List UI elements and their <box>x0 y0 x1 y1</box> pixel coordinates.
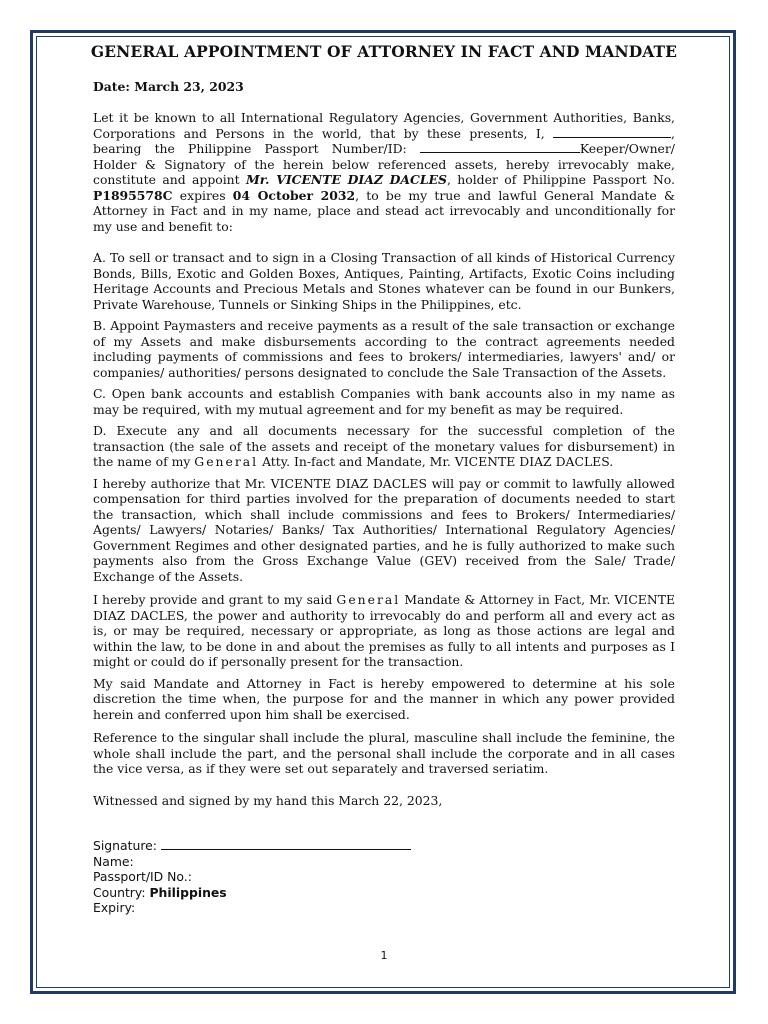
country-field: Country: Philippines <box>93 884 227 900</box>
signature-block <box>93 838 675 916</box>
passport-id-blank <box>420 141 580 153</box>
witness-line: Witnessed and signed by my hand this March 22, 2023, <box>93 792 443 808</box>
signature-line: Signature: <box>93 838 675 854</box>
clause-b: B. Appoint Paymasters and receive payments as a result of the sale transaction or exchange of my Assets and make disbursements according to the contract agreements needed including payments of commissions and fees to brokers/ intermediaries, lawyers' and/ or companies/ authorities/ persons designated to conclude the Sale Transaction of the Assets. <box>93 318 675 380</box>
authorization-paragraph: I hereby authorize that Mr. VICENTE DIAZ DACLES will pay or commit to lawfully allowed compensation for third parties involved for the preparation of documents needed to start the transaction, which shall include commissions and fees to Brokers/ Intermediaries/ Agents/ Lawyers/ Notaries/ Banks/ Tax Authorities/ International Regulatory Agencies/ Government Regimes and other designated parties, and he is fully authorized to make such payments also from the Gross Exchange Value (GEV) received from the Sale/ Trade/ Exchange of the Assets. <box>93 475 675 584</box>
principal-name-blank <box>553 126 671 138</box>
country-value: Philippines <box>149 884 227 900</box>
empowerment-paragraph: My said Mandate and Attorney in Fact is hereby empowered to determine at his sole discretion the time when, the purpose for and the manner in which any power provided herein and conferred upon him shall be exercised. <box>93 675 675 722</box>
intro-paragraph: Let it be known to all International Regulatory Agencies, Government Authorities, Banks, Corporations and Persons in the world, that by these presents, I, , bearing the Philippine Passport Number/ID: Keeper/Owner/ Holder & Signatory of the herein below referenced assets, hereby irrevocably make, constitute and appoint Mr. VICENTE DIAZ DACLES, holder of Philippine Passport No. P1895578C expires 04 October 2032, to be my true and lawful General Mandate & Attorney in Fact and in my name, place and stead act irrevocably and unconditionally for my use and benefit to: <box>93 110 675 234</box>
expiry-field-label: Expiry: <box>93 900 136 915</box>
clause-c: C. Open bank accounts and establish Companies with bank accounts also in my name as may be required, with my mutual agreement and for my benefit as may be required. <box>93 386 675 417</box>
page-number: 1 <box>380 949 388 962</box>
signature-blank <box>161 838 411 850</box>
passport-field-label: Passport/ID No.: <box>93 869 192 884</box>
agent-passport-expiry: 04 October 2032 <box>232 187 356 203</box>
clause-d: D. Execute any and all documents necessary for the successful completion of the transaction (the sale of the assets and receipt of the monetary values for disbursement) in the name of my General Atty. In-fact and Mandate, Mr. VICENTE DIAZ DACLES. <box>93 423 675 469</box>
clause-a: A. To sell or transact and to sign in a Closing Transaction of all kinds of Historical Currency Bonds, Bills, Exotic and Golden Boxes, Antiques, Painting, Artifacts, Exotic Coins including Heritage Accounts and Precious Metals and Stones whatever can be found in our Bunkers, Private Warehouse, Tunnels or Sinking Ships in the Philippines, etc. <box>93 250 675 312</box>
document-body <box>90 40 678 916</box>
document-date: Date: March 23, 2023 <box>93 78 244 94</box>
grant-paragraph: I hereby provide and grant to my said General Mandate & Attorney in Fact, Mr. VICENTE DIAZ DACLES, the power and authority to irrevocably do and perform all and every act as is, or may be required, necessary or appropriate, as long as those actions are legal and within the law, to be done in and about the premises as fully to all intents and purposes as I might or could do if personally present for the transaction. <box>93 592 675 669</box>
agent-passport-number: P1895578C <box>93 187 173 203</box>
document-title: GENERAL APPOINTMENT OF ATTORNEY IN FACT AND MANDATE <box>90 42 678 61</box>
reference-paragraph: Reference to the singular shall include the plural, masculine shall include the feminine, the whole shall include the part, and the personal shall include the corporate and in all cases the vice versa, as if they were set out separately and traversed seriatim. <box>93 730 675 776</box>
agent-name: Mr. VICENTE DIAZ DACLES <box>246 172 447 187</box>
name-field-label: Name: <box>93 853 134 869</box>
